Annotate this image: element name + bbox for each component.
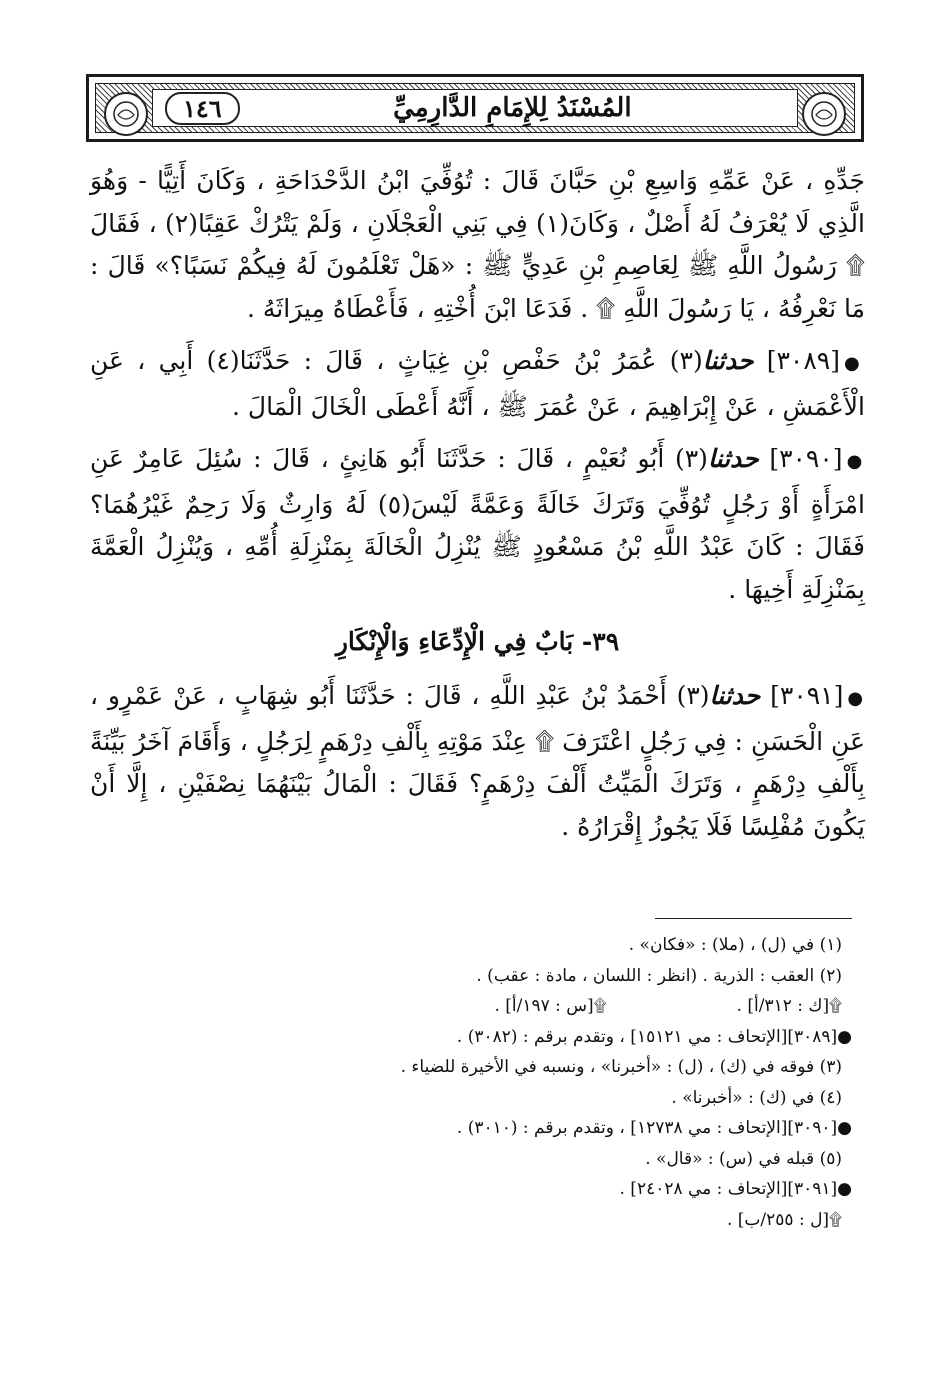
bullet-icon: ● [847, 688, 865, 709]
bullet-icon: ● [843, 353, 866, 374]
hadith-number: [٣٠٩١] [770, 681, 844, 710]
footnote-1: (١) في (ل) ، (ملا) : «فكان» . [628, 935, 842, 955]
footnote-2: (٢) العقب : الذرية . (انظر : اللسان ، مادة : عقب) . [476, 965, 842, 986]
seal-right-icon [802, 92, 846, 136]
haddathana-word: حدثنا [702, 346, 754, 375]
folio-marker-s: ۩[س : ١٩٧/أ] . [494, 996, 607, 1016]
hadith-3091 [90, 675, 865, 848]
seal-left-icon [104, 92, 148, 136]
bullet-icon: ● [846, 451, 865, 472]
header-ornament-border [95, 83, 855, 133]
hadith-3089 [90, 340, 865, 428]
hadith-3090 [90, 438, 865, 611]
main-text [90, 160, 865, 848]
hadith-number: [٣٠٩٠] [769, 444, 843, 473]
paragraph-continuation: جَدِّهِ ، عَنْ عَمِّهِ وَاسِعِ بْنِ حَبَّانَ قَالَ : تُوُفِّيَ ابْنُ الدَّحْدَاحَةِ ، وَكَانَ أَتِيًّا - وَهُوَ الَّذِي لَا يُعْرَفُ لَهُ أَصْلٌ ، وَكَانَ(١) فِي بَنِي الْعَجْلَانِ ، وَلَمْ يَتْرُكْ عَقِبًا(٢) ، فَقَالَ ۩ رَسُولُ اللَّهِ ﷺ لِعَاصِمِ بْنِ عَدِيٍّ ﷺ : «هَلْ تَعْلَمُونَ لَهُ فِيكُمْ نَسَبًا؟» قَالَ : مَا نَعْرِفُهُ ، يَا رَسُولَ اللَّهِ ۩ . فَدَعَا ابْنَ أُخْتِهِ ، فَأَعْطَاهُ مِيرَاثَهُ . [90, 166, 865, 323]
haddathana-word: حدثنا [707, 444, 759, 473]
hadith-text: (٣) أَحْمَدُ بْنُ عَبْدِ اللَّهِ ، قَالَ : حَدَّثَنَا أَبُو شِهَابٍ ، عَنْ عَمْرٍو ، عَنِ الْحَسَنِ : فِي رَجُلٍ اعْتَرَفَ ۩ عِنْدَ مَوْتِهِ بِأَلْفِ دِرْهَمٍ لِرَجُلٍ ، وَأَقَامَ آخَرُ بَيِّنَةً بِأَلْفِ دِرْهَمٍ ، وَتَرَكَ الْمَيِّتُ أَلْفَ دِرْهَمٍ؟ فَقَالَ : الْمَالُ بَيْنَهُمَا نِصْفَيْنِ ، إِلَّا أَنْ يَكُونَ مُفْلِسًا فَلَا يَجُوزُ إِقْرَارُهُ . [90, 681, 865, 841]
footnote-5: (٥) قبله في (س) : «قال» . [645, 1148, 842, 1169]
hadith-text: (٣) عُمَرُ بْنُ حَفْصِ بْنِ غِيَاثٍ ، قَالَ : حَدَّثَنَا(٤) أَبِي ، عَنِ الْأَعْمَشِ ، عَنْ إِبْرَاهِيمَ ، عَنْ عُمَرَ ﷺ ، أَنَّهُ أَعْطَى الْخَالَ الْمَالَ . [90, 346, 865, 421]
hadith-text: (٣) أَبُو نُعَيْمٍ ، قَالَ : حَدَّثَنَا أَبُو هَانِئٍ ، قَالَ : سُئِلَ عَامِرٌ عَنِ امْرَأَةٍ أَوْ رَجُلٍ تُوُفِّيَ وَتَرَكَ خَالَةً وَعَمَّةً لَيْسَ(٥) لَهُ وَارِثٌ وَلَا رَحِمٌ غَيْرُهُمَا؟ فَقَالَ : كَانَ عَبْدُ اللَّهِ بْنُ مَسْعُودٍ ﷺ يُنْزِلُ الْخَالَةَ بِمَنْزِلَةِ أُمِّهِ ، وَيُنْزِلُ الْعَمَّةَ بِمَنْزِلَةِ أَخِيهَا . [90, 444, 865, 604]
header-band [152, 89, 798, 127]
chapter-heading: ٣٩- بَابٌ فِي الْإِدِّعَاءِ وَالْإِنْكَارِ [335, 627, 620, 656]
folio-marker-l: ۩[ل : ٢٥٥/ب] . [726, 1209, 842, 1230]
takhrij-3090: ●[٣٠٩٠][الإتحاف : مي ١٢٧٣٨] ، وتقدم برقم : (٣٠١٠) . [456, 1118, 852, 1138]
footnote-4: (٤) في (ك) : «أخبرنا» . [671, 1087, 842, 1108]
takhrij-3091: ●[٣٠٩١][الإتحاف : مي ٢٤٠٢٨] . [619, 1179, 852, 1199]
page-header [86, 74, 864, 142]
footnote-3: (٣) فوقه في (ك) ، (ل) : «أخبرنا» ، ونسبه في الأخيرة للضياء . [400, 1057, 842, 1077]
footnote-separator [655, 918, 852, 919]
folio-marker-k: ۩[ك : ٣١٢/أ] . [736, 996, 842, 1016]
takhrij-3089: ●[٣٠٨٩][الإتحاف : مي ١٥١٢١] ، وتقدم برقم : (٣٠٨٢) . [456, 1026, 852, 1047]
running-title: المُسْنَدُ لِلإِمَامِ الدَّارِمِيِّ [393, 93, 632, 123]
page-number: ١٤٦ [165, 92, 240, 125]
hadith-number: [٣٠٨٩] [766, 346, 840, 375]
haddathana-word: حدثنا [709, 681, 761, 710]
folio-markers [300, 991, 852, 1022]
footnotes [300, 930, 852, 1235]
